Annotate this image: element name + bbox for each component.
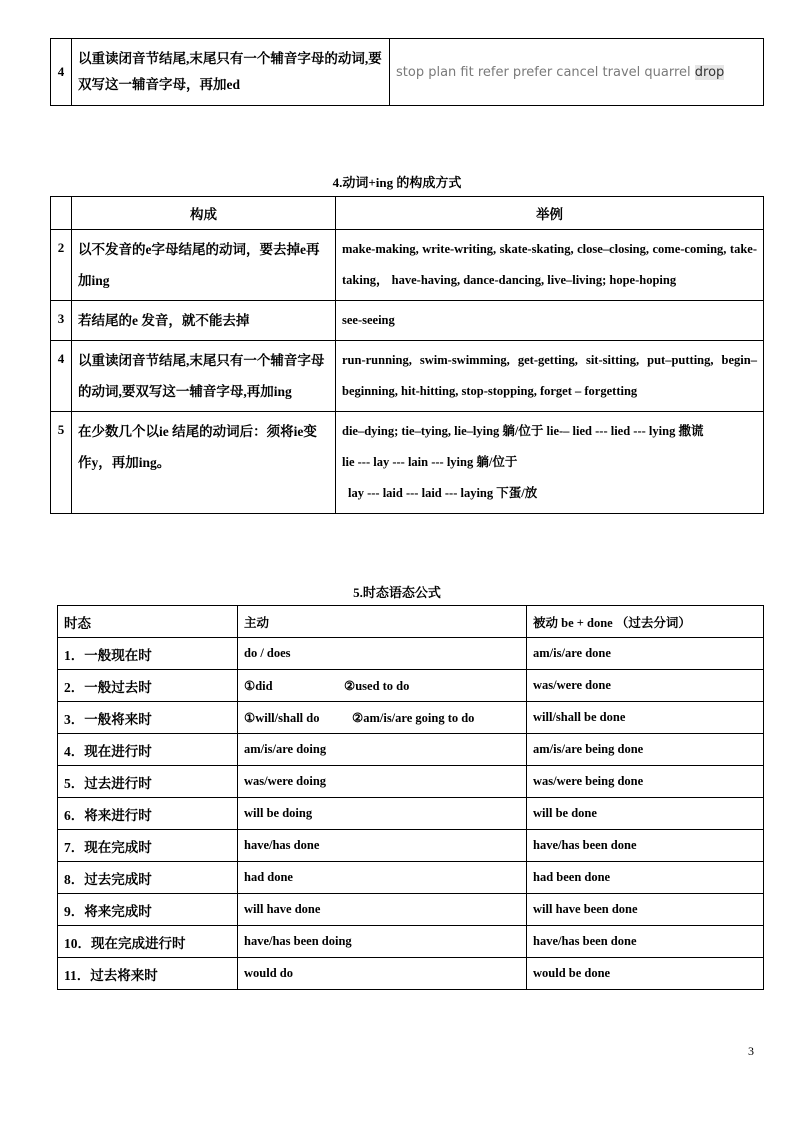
active-cell: will have done bbox=[238, 894, 527, 926]
tense-cell: 10．现在完成进行时 bbox=[58, 926, 238, 958]
passive-cell: have/has been done bbox=[527, 830, 764, 862]
active-cell: would do bbox=[238, 958, 527, 990]
rule-cell: 以重读闭音节结尾,末尾只有一个辅音字母的动词,要双写这一辅音字母,再加ing bbox=[72, 341, 336, 412]
active-option: ①will/shall do bbox=[244, 710, 320, 725]
table-row bbox=[58, 894, 764, 926]
table-row bbox=[58, 798, 764, 830]
header-tense: 时态 bbox=[58, 606, 238, 638]
row-number: 4 bbox=[51, 39, 72, 106]
page-number: 3 bbox=[748, 1044, 754, 1058]
active-cell: have/has done bbox=[238, 830, 527, 862]
passive-cell: have/has been done bbox=[527, 926, 764, 958]
table-header-row bbox=[58, 606, 764, 638]
table-row bbox=[58, 862, 764, 894]
header-example: 举例 bbox=[336, 197, 764, 230]
tense-cell: 11．过去将来时 bbox=[58, 958, 238, 990]
table-row bbox=[51, 230, 764, 301]
rule-cell: 若结尾的e 发音，就不能去掉 bbox=[72, 301, 336, 341]
tense-cell: 3．一般将来时 bbox=[58, 702, 238, 734]
table-row bbox=[58, 638, 764, 670]
past-tense-rule-table bbox=[50, 38, 764, 106]
row-number: 4 bbox=[51, 341, 72, 412]
highlighted-word: drop bbox=[694, 64, 725, 80]
table-row bbox=[58, 670, 764, 702]
passive-cell: was/were being done bbox=[527, 766, 764, 798]
tense-cell: 4．现在进行时 bbox=[58, 734, 238, 766]
tense-section-title: 5.时态语态公式 bbox=[353, 585, 441, 600]
active-cell bbox=[238, 702, 527, 734]
example-line: die–dying; tie–tying, lie–lying 躺/位于 lie-– lied --- lied --- lying 撒谎 bbox=[342, 424, 704, 438]
ing-section-title: 4.动词+ing 的构成方式 bbox=[332, 175, 462, 190]
example-cell bbox=[336, 412, 764, 514]
row-number: 3 bbox=[51, 301, 72, 341]
active-cell: have/has been doing bbox=[238, 926, 527, 958]
active-option: ②am/is/are going to do bbox=[352, 710, 475, 725]
table-row bbox=[58, 926, 764, 958]
tense-cell: 8．过去完成时 bbox=[58, 862, 238, 894]
header-blank bbox=[51, 197, 72, 230]
example-line: lay --- laid --- laid --- laying 下蛋/放 bbox=[348, 486, 538, 500]
passive-cell: was/were done bbox=[527, 670, 764, 702]
table-row bbox=[58, 702, 764, 734]
example-cell: run-running, swim-swimming, get-getting, sit-sitting, put–putting, begin–beginning, hit-hitting, stop-stopping, forget – forgetting bbox=[336, 341, 764, 412]
passive-cell: am/is/are being done bbox=[527, 734, 764, 766]
table-row bbox=[51, 301, 764, 341]
example-cell bbox=[390, 39, 764, 106]
passive-cell: will be done bbox=[527, 798, 764, 830]
passive-cell: would be done bbox=[527, 958, 764, 990]
table-row bbox=[58, 734, 764, 766]
active-option: ②used to do bbox=[344, 678, 410, 693]
table-row bbox=[58, 958, 764, 990]
row-number: 2 bbox=[51, 230, 72, 301]
tense-voice-table bbox=[57, 605, 764, 990]
active-cell: do / does bbox=[238, 638, 527, 670]
table-row bbox=[51, 341, 764, 412]
example-words: stop plan fit refer prefer cancel travel quarrel bbox=[396, 64, 691, 80]
example-cell: make-making, write-writing, skate-skating, close–closing, come-coming, take-taking， have-having, dance-dancing, live–living; hope-hoping bbox=[336, 230, 764, 301]
passive-cell: had been done bbox=[527, 862, 764, 894]
active-cell: was/were doing bbox=[238, 766, 527, 798]
passive-cell: will/shall be done bbox=[527, 702, 764, 734]
header-active: 主动 bbox=[238, 606, 527, 638]
tense-cell: 2．一般过去时 bbox=[58, 670, 238, 702]
active-cell bbox=[238, 670, 527, 702]
rule-cell: 在少数几个以ie 结尾的动词后：须将ie变作y，再加ing。 bbox=[72, 412, 336, 514]
row-number: 5 bbox=[51, 412, 72, 514]
rule-cell: 以不发音的e字母结尾的动词，要去掉e再加ing bbox=[72, 230, 336, 301]
example-line: lie --- lay --- lain --- lying 躺/位于 bbox=[342, 455, 518, 469]
active-option: ①did bbox=[244, 678, 273, 693]
header-passive: 被动 be + done （过去分词） bbox=[527, 606, 764, 638]
active-cell: am/is/are doing bbox=[238, 734, 527, 766]
tense-cell: 7．现在完成时 bbox=[58, 830, 238, 862]
table-row bbox=[51, 412, 764, 514]
tense-cell: 6．将来进行时 bbox=[58, 798, 238, 830]
table-row bbox=[58, 830, 764, 862]
example-cell: see-seeing bbox=[336, 301, 764, 341]
tense-cell: 1．一般现在时 bbox=[58, 638, 238, 670]
table-header-row bbox=[51, 197, 764, 230]
table-row bbox=[58, 766, 764, 798]
active-cell: had done bbox=[238, 862, 527, 894]
tense-cell: 5．过去进行时 bbox=[58, 766, 238, 798]
active-cell: will be doing bbox=[238, 798, 527, 830]
header-rule: 构成 bbox=[72, 197, 336, 230]
table-row bbox=[51, 39, 764, 106]
passive-cell: am/is/are done bbox=[527, 638, 764, 670]
passive-cell: will have been done bbox=[527, 894, 764, 926]
tense-cell: 9．将来完成时 bbox=[58, 894, 238, 926]
ing-formation-table bbox=[50, 196, 764, 514]
rule-cell: 以重读闭音节结尾,末尾只有一个辅音字母的动词,要双写这一辅音字母，再加ed bbox=[72, 39, 390, 106]
